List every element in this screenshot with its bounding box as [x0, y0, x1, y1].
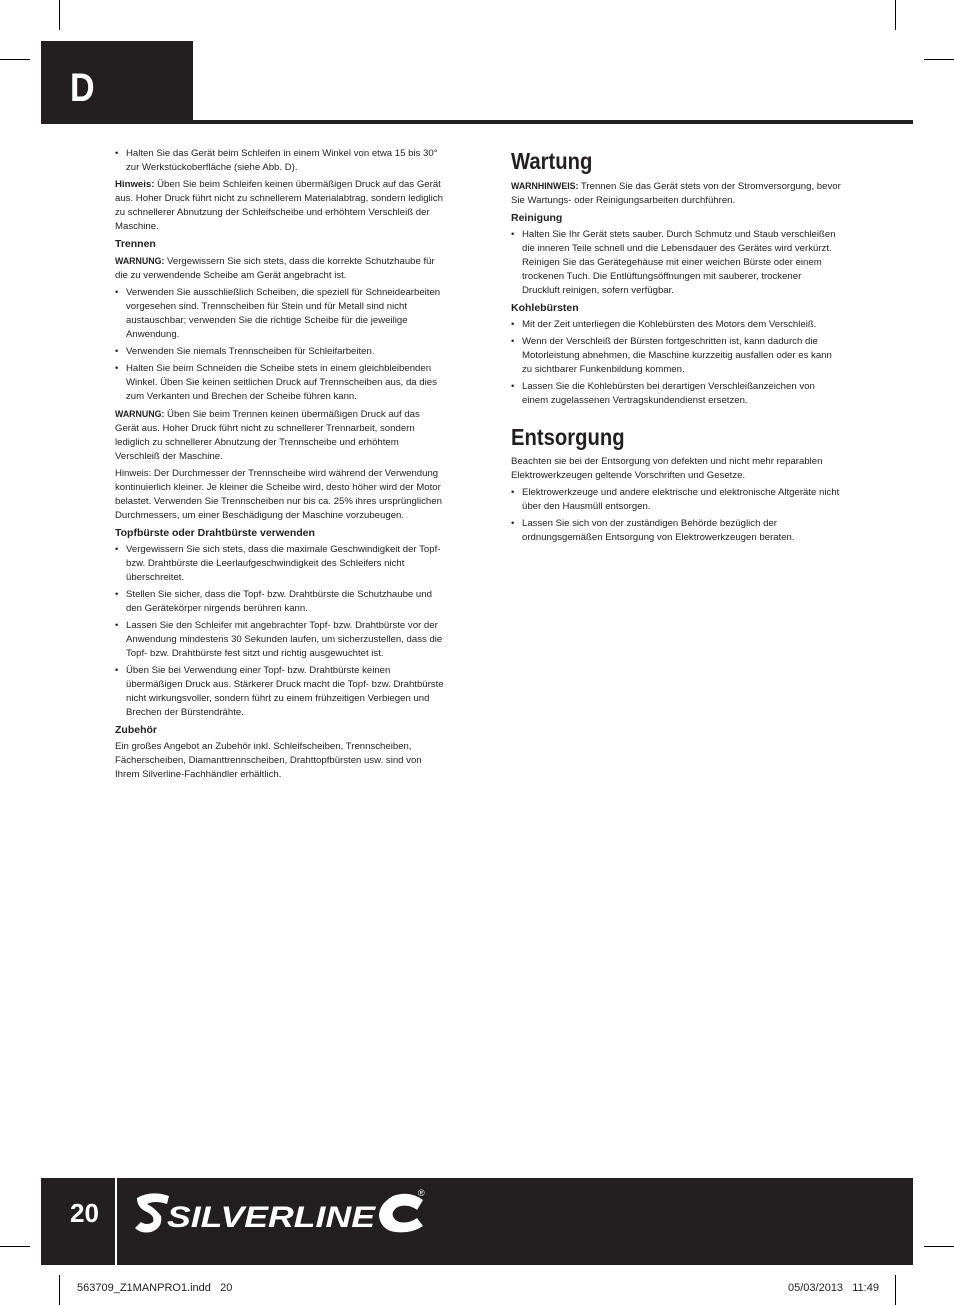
reinigung-list — [511, 228, 841, 298]
warning-text: Üben Sie beim Trennen keinen übermäßigen Druck auf das Gerät aus. Hoher Druck führt nicht zu schnellerer Trennarbeit, sondern lediglich zu schnellerer Abnutzung der Trennscheibe und erhöhtem Verschleiß der Maschine. — [115, 409, 420, 462]
silverline-logo — [133, 1188, 433, 1238]
list-item: • Lassen Sie den Schleifer mit angebrachter Topf- bzw. Drahtbürste vor der Anwendung mindestens 30 Sekunden laufen, um sicherzustellen, dass die Topf- bzw. Drahtbürste fest sitzt und richtig ausgewuchtet ist. — [115, 619, 445, 661]
file-slug: 563709_Z1MANPRO1.indd 20 — [77, 1282, 233, 1294]
topf-heading: Topfbürste oder Drahtbürste verwenden — [115, 527, 315, 539]
list-item: • Stellen Sie sicher, dass die Topf- bzw. Drahtbürste die Schutzhaube und den Gerätekörper nirgends berühren kann. — [115, 588, 445, 616]
trennen-list — [115, 286, 445, 404]
header-rule — [41, 120, 913, 124]
list-item: • Mit der Zeit unterliegen die Kohlebürsten des Motors dem Verschleiß. — [511, 318, 841, 332]
warning-text: Trennen Sie das Gerät stets von der Stromversorgung, bevor Sie Wartungs- oder Reinigungsarbeiten durchführen. — [511, 181, 841, 206]
reinigung-heading: Reinigung — [511, 212, 563, 224]
warning-text: Vergewissern Sie sich stets, dass die korrekte Schutzhaube für die zu verwendende Scheibe am Gerät angebracht ist. — [115, 256, 435, 281]
footer-divider — [115, 1178, 117, 1265]
warning-paragraph — [115, 254, 445, 283]
list-item: • Verwenden Sie ausschließlich Scheiben, die speziell für Schneidearbeiten vorgesehen sind. Trennscheiben für Stein und für Metall sind nicht austauschbar; verwenden Sie die richtige Scheibe für die jeweilige Anwendung. — [115, 286, 445, 342]
warning-paragraph — [511, 179, 841, 208]
registered-mark: ® — [418, 1188, 425, 1198]
list-item: • Halten Sie das Gerät beim Schleifen in einem Winkel von etwa 15 bis 30° zur Werkstückoberfläche (siehe Abb. D). — [115, 147, 445, 175]
crop-mark — [895, 0, 896, 30]
wartung-title: Wartung — [511, 148, 593, 174]
kohle-list — [511, 318, 841, 408]
topf-list — [115, 543, 445, 720]
list-item: • Lassen Sie die Kohlebürsten bei derartigen Verschleißanzeichen von einem zugelassenen Vertragskundendienst ersetzen. — [511, 380, 841, 408]
crop-mark — [0, 1246, 30, 1247]
right-column — [511, 147, 841, 548]
hinweis-label: Hinweis: — [115, 179, 155, 190]
warning-label: WARNUNG: — [115, 256, 165, 266]
left-column — [115, 147, 445, 785]
warning-paragraph — [115, 407, 445, 464]
list-item: • Üben Sie bei Verwendung einer Topf- bzw. Drahtbürste keinen übermäßigen Druck aus. Stärkerer Druck macht die Topf- bzw. Drahtbürste nicht wirkungsvoller, sondern führt zu einem frühzeitigen Verbiegen und Brechen der Bürstendrähte. — [115, 664, 445, 720]
list-item: • Halten Sie Ihr Gerät stets sauber. Durch Schmutz und Staub verschleißen die inneren Teile schnell und die Lebensdauer des Gerätes wird verkürzt. Reinigen Sie das Gerätegehäuse mit einer weichen Bürste oder einem trockenen Tuch. Die Entlüftungsöffnungen mit sauberer, trockener Druckluft reinigen, sofern verfügbar. — [511, 228, 841, 298]
page-number: 20 — [70, 1198, 99, 1228]
list-item: • Wenn der Verschleiß der Bürsten fortgeschritten ist, kann dadurch die Motorleistung abnehmen, die Maschine kurzzeitig ausfallen oder es kann zu sichtbarer Funkenbildung kommen. — [511, 335, 841, 377]
list-item: • Vergewissern Sie sich stets, dass die maximale Geschwindigkeit der Topf- bzw. Drahtbürste die Leerlaufgeschwindigkeit des Schleifers nicht überschreitet. — [115, 543, 445, 585]
date-slug: 05/03/2013 11:49 — [788, 1282, 879, 1294]
entsorgung-paragraph: Beachten sie bei der Entsorgung von defekten und nicht mehr reparablen Elektrowerkzeugen geltende Vorschriften und Gesetze. — [511, 456, 823, 481]
list-item: • Elektrowerkzeuge und andere elektrische und elektronische Altgeräte nicht über den Hausmüll entsorgen. — [511, 486, 841, 514]
crop-mark — [924, 59, 954, 60]
crop-mark — [895, 1275, 896, 1305]
zubehoer-paragraph: Ein großes Angebot an Zubehör inkl. Schleifscheiben, Trennscheiben, Fächerscheiben, Diamanttrennscheiben, Drahttopfbürsten usw. sind von Ihrem Silverline-Fachhändler erhältlich. — [115, 741, 422, 780]
logo-jaw-right-icon — [379, 1194, 423, 1233]
hinweis-text: Üben Sie beim Schleifen keinen übermäßigen Druck auf das Gerät aus. Hoher Druck führt nicht zu schnellerem Materialabtrag, sondern lediglich zu schnellerer Abnutzung der Schleifscheibe und erhöhtem Verschleiß der Maschine. — [115, 179, 443, 232]
hinweis-paragraph: Hinweis: Der Durchmesser der Trennscheibe wird während der Verwendung kontinuierlich kleiner. Je kleiner die Scheibe wird, desto höher wird der Motor belastet. Verwenden Sie Trennscheiben nur bis ca. 25% ihres ursprünglichen Durchmessers, um einer Beschädigung der Maschine vorzubeugen. — [115, 468, 442, 521]
zubehoer-heading: Zubehör — [115, 724, 157, 736]
warning-label: WARNHINWEIS: — [511, 181, 579, 191]
crop-mark — [0, 59, 30, 60]
language-letter: D — [70, 66, 95, 110]
list-item: • Lassen Sie sich von der zuständigen Behörde bezüglich der ordnungsgemäßen Entsorgung von Elektrowerkzeugen beraten. — [511, 517, 841, 545]
logo-wordmark: SILVERLINE — [167, 1201, 377, 1234]
entsorgung-title: Entsorgung — [511, 424, 625, 450]
language-tab — [41, 41, 193, 124]
list-item: • Verwenden Sie niemals Trennscheiben für Schleifarbeiten. — [115, 345, 445, 359]
entsorgung-list — [511, 486, 841, 545]
logo-jaw-left-icon — [135, 1193, 169, 1232]
trennen-heading: Trennen — [115, 238, 156, 250]
kohle-heading: Kohlebürsten — [511, 302, 579, 314]
crop-mark — [59, 0, 60, 30]
crop-mark — [59, 1275, 60, 1305]
intro-list — [115, 147, 445, 175]
warning-label: WARNUNG: — [115, 409, 165, 419]
hinweis-paragraph — [115, 178, 445, 234]
crop-mark — [924, 1246, 954, 1247]
list-item: • Halten Sie beim Schneiden die Scheibe stets in einem gleichbleibenden Winkel. Üben Sie keinen seitlichen Druck auf Trennscheiben aus, da dies zum Verkanten und Brechen der Scheibe führen kann. — [115, 362, 445, 404]
